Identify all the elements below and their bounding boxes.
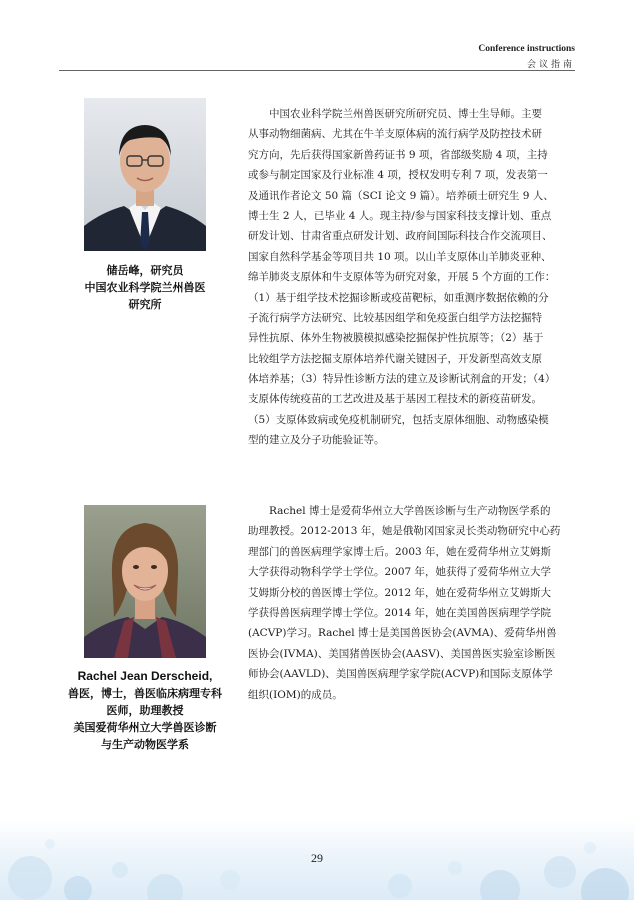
bio-line: 体培养基；（3）特异性诊断方法的建立及诊断试剂盒的开发；（4） bbox=[248, 373, 556, 386]
bio-line: 助理教授。2012-2013 年，她是俄勒冈国家灵长类动物研究中心药 bbox=[248, 525, 561, 538]
caption-affiliation: 美国爱荷华州立大学兽医诊断 bbox=[73, 721, 217, 734]
caption-affiliation: 研究所 bbox=[128, 298, 162, 311]
profile-caption bbox=[60, 668, 230, 753]
page-number: 29 bbox=[311, 851, 323, 865]
bio-line: 中国农业科学院兰州兽医研究所研究员、博士生导师。主要 bbox=[269, 108, 542, 120]
bio-line: 国家自然科学基金等项目共 10 项。以山羊支原体山羊肺炎亚种、 bbox=[248, 250, 552, 263]
caption-title: 兽医，博士，兽医临床病理专科 bbox=[68, 687, 222, 700]
bio-line: 及通讯作者论文 50 篇（SCI 论文 9 篇）。培养硕士研究生 9 人、 bbox=[248, 189, 554, 202]
profile-bio bbox=[248, 104, 575, 451]
bio-line: 型的建立及分子功能验证等。 bbox=[248, 434, 385, 447]
profile-photo-rachel-derscheid bbox=[84, 505, 206, 658]
caption-affiliation: 与生产动物医学系 bbox=[101, 738, 189, 751]
header-title-zh: 会议指南 bbox=[526, 60, 575, 70]
bio-line: 异性抗原、体外生物被膜模拟感染挖掘保护性抗原等；（2）基于 bbox=[248, 332, 544, 345]
profile-caption bbox=[60, 262, 230, 313]
bio-line: （5）支原体致病或免疫机制研究，包括支原体细胞、动物感染模 bbox=[248, 413, 549, 426]
caption-title: 医师，助理教授 bbox=[106, 704, 184, 717]
bio-line: 比较组学方法挖掘支原体培养代谢关键因子，开发新型高效支原 bbox=[248, 352, 542, 365]
bio-line: 学获得兽医病理学博士学位。2014 年，她在美国兽医病理学学院 bbox=[248, 606, 552, 619]
bio-line: 或参与制定国家及行业标准 4 项，授权发明专利 7 项，发表第一 bbox=[248, 169, 548, 182]
bio-line: 支原体传统疫苗的工艺改进及基于基因工程技术的新疫苗研发。 bbox=[248, 393, 542, 406]
caption-name: Rachel Jean Derscheid, bbox=[77, 669, 213, 683]
header-title-en: Conference instructions bbox=[478, 44, 575, 54]
bio-line: 子流行病学方法研究、比较基因组学和免疫蛋白组学方法挖掘特 bbox=[248, 311, 542, 324]
bio-line: 医协会(IVMA)、美国猪兽医协会(AASV)、美国兽医实验室诊断医 bbox=[248, 647, 556, 660]
bio-line: 师协会(AAVLD)、美国兽医病理学家学院(ACVP)和国际支原体学 bbox=[248, 668, 553, 681]
bio-line: Rachel 博士是爱荷华州立大学兽医诊断与生产动物医学系的 bbox=[269, 505, 551, 517]
bio-line: 理部门的兽医病理学家博士后。2003 年，她在爱荷华州立艾姆斯 bbox=[248, 545, 552, 558]
bio-line: 绵羊肺炎支原体和牛支原体等为研究对象，开展 5 个方面的工作： bbox=[248, 271, 556, 284]
bio-line: 艾姆斯分校的兽医博士学位。2012 年，她在爱荷华州立艾姆斯大 bbox=[248, 586, 552, 599]
bio-line: 研发计划、甘肃省重点研发计划、政府间国际科技合作交流项目、 bbox=[248, 230, 553, 243]
profile-bio bbox=[248, 501, 575, 705]
caption-affiliation: 中国农业科学院兰州兽医 bbox=[84, 281, 206, 294]
header-rule bbox=[59, 70, 575, 71]
bio-line: （1）基于组学技术挖掘诊断或疫苗靶标，如重测序数据依赖的分 bbox=[248, 291, 549, 304]
profile-photo-chu-yuefeng bbox=[84, 98, 206, 251]
bio-line: 究方向，先后获得国家新兽药证书 9 项，省部级奖励 4 项，主持 bbox=[248, 148, 548, 161]
caption-name-title: 储岳峰，研究员 bbox=[106, 264, 184, 277]
bio-line: 博士生 2 人，已毕业 4 人。现主持/参与国家科技支撑计划、重点 bbox=[248, 209, 552, 222]
bio-line: 从事动物细菌病、尤其在牛羊支原体病的流行病学及防控技术研 bbox=[248, 128, 542, 141]
bio-line: 组织(IOM)的成员。 bbox=[248, 688, 343, 701]
bio-line: (ACVP)学习。Rachel 博士是美国兽医协会(AVMA)、爱荷华州兽 bbox=[248, 627, 557, 640]
bio-line: 大学获得动物科学学士学位。2007 年，她获得了爱荷华州立大学 bbox=[248, 566, 552, 579]
